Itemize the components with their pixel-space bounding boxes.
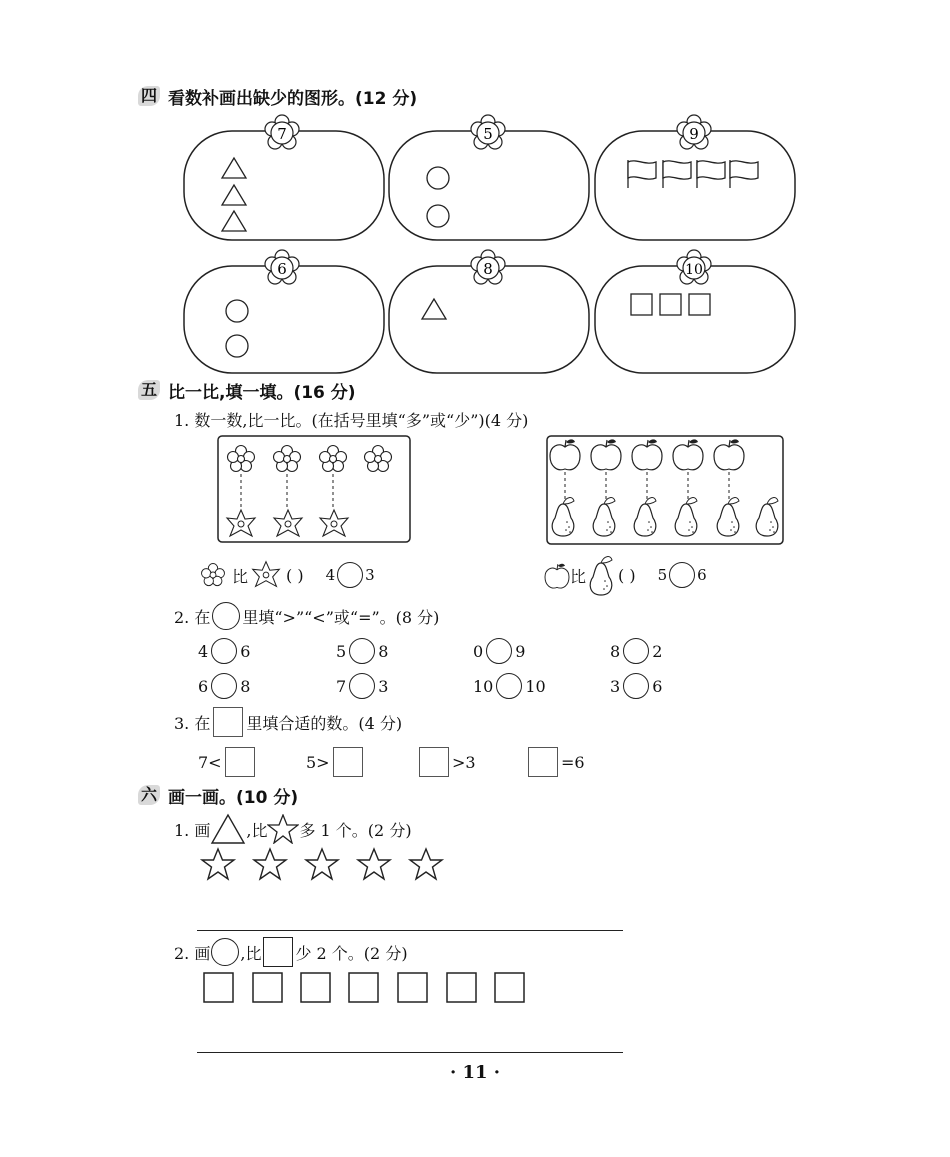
- pear-icon: [675, 498, 697, 536]
- triangle-icon: [222, 185, 246, 205]
- pear-icon: [717, 498, 739, 536]
- answer-circle[interactable]: [337, 562, 363, 588]
- apple-icon: [673, 439, 703, 469]
- square-icon: [213, 707, 243, 737]
- page-number: · 11 ·: [449, 1062, 501, 1083]
- q6-1-prompt: [174, 812, 412, 846]
- triangle-icon: [222, 211, 246, 231]
- q5-1-right-compare: [544, 553, 707, 597]
- star-icon: [267, 814, 299, 844]
- leaf-flower-icon: [320, 510, 348, 536]
- flower-icon: [196, 562, 232, 588]
- star-icon: [410, 849, 442, 879]
- triangle-icon: [222, 158, 246, 178]
- panel-9: [595, 115, 795, 240]
- square-icon: [631, 294, 652, 315]
- circle-icon: [211, 938, 239, 966]
- cmp-a: 7: [336, 676, 347, 696]
- answer-circle[interactable]: [623, 673, 649, 699]
- cmp-a: 0: [473, 641, 484, 661]
- leaf-flower-icon: [248, 560, 284, 590]
- cmp-b: 6: [652, 676, 663, 696]
- q5-2-item: [336, 673, 388, 699]
- flag-icon: [663, 160, 691, 188]
- q5-3-item: [306, 747, 366, 777]
- compare-word: 比: [570, 566, 587, 586]
- answer-box[interactable]: [419, 747, 449, 777]
- panel-6: [184, 250, 384, 373]
- answer-box[interactable]: [528, 747, 558, 777]
- q6-2-post: 少 2 个。(2 分): [295, 943, 408, 963]
- star-icon: [358, 849, 390, 879]
- q5-2-prompt-pre: 2. 在: [174, 607, 211, 627]
- q5-1-left-compare: [196, 560, 375, 590]
- q5-2-item: [473, 673, 546, 699]
- q5-2-item: [198, 638, 250, 664]
- answer-line-2[interactable]: [197, 1052, 623, 1053]
- section-4-panels: [0, 0, 950, 400]
- section-6-heading: [138, 783, 298, 807]
- cmp-b: 8: [378, 641, 389, 661]
- q5-3-prompt-pre: 3. 在: [174, 713, 211, 733]
- panel-8-number: 8: [483, 260, 493, 278]
- compare-a: 5: [657, 566, 668, 584]
- cmp-a: 3: [610, 676, 621, 696]
- q6-1-post: 多 1 个。(2 分): [299, 820, 412, 840]
- cmp-b: 2: [652, 641, 663, 661]
- flag-icon: [628, 160, 656, 188]
- panel-5: [389, 115, 589, 240]
- section-5-heading: [138, 378, 356, 402]
- q5-2-prompt: [174, 601, 439, 631]
- answer-circle[interactable]: [623, 638, 649, 664]
- circle-icon: [226, 335, 248, 357]
- answer-circle[interactable]: [349, 673, 375, 699]
- square-icon: [495, 973, 524, 1002]
- panel-10-number: 10: [685, 262, 703, 278]
- triangle-icon: [210, 813, 246, 845]
- cmp-b: 9: [515, 641, 526, 661]
- panel-7: [184, 115, 384, 240]
- answer-box[interactable]: [225, 747, 255, 777]
- flower-icon: [228, 446, 255, 472]
- square-icon: [349, 973, 378, 1002]
- q6-1-pre: 1. 画: [174, 820, 211, 840]
- q5-3-item: [525, 747, 585, 777]
- flower-icon: [320, 446, 347, 472]
- section-6-badge: 六: [138, 785, 160, 805]
- answer-box[interactable]: [333, 747, 363, 777]
- flower-icon: [365, 446, 392, 472]
- q5-3-item: [198, 747, 258, 777]
- cmp-b: 3: [378, 676, 389, 696]
- panel-6-number: 6: [277, 260, 287, 278]
- compare-b: 6: [697, 566, 707, 584]
- answer-circle[interactable]: [496, 673, 522, 699]
- square-icon: [253, 973, 282, 1002]
- flag-icon: [730, 160, 758, 188]
- cmp-a: 5: [336, 641, 347, 661]
- answer-blank[interactable]: ( ): [618, 565, 636, 585]
- section-5-title: 比一比,填一填。(16 分): [168, 382, 356, 403]
- q5-3-left: 7<: [198, 752, 222, 772]
- cmp-a: 8: [610, 641, 621, 661]
- answer-circle[interactable]: [486, 638, 512, 664]
- section-4-badge: 四: [138, 86, 160, 106]
- q6-2-mid: ,比: [240, 943, 262, 963]
- compare-a: 4: [325, 566, 336, 584]
- q5-2-item: [473, 638, 525, 664]
- leaf-flower-icon: [227, 510, 255, 536]
- panel-9-number: 9: [689, 125, 699, 143]
- square-icon: [204, 973, 233, 1002]
- cmp-a: 6: [198, 676, 209, 696]
- panel-5-number: 5: [483, 125, 493, 143]
- cmp-a: 10: [473, 676, 494, 696]
- answer-circle[interactable]: [211, 673, 237, 699]
- section-6-title: 画一画。(10 分): [168, 787, 299, 808]
- section-5-badge: 五: [138, 380, 160, 400]
- leaf-flower-icon: [274, 510, 302, 536]
- q5-3-item: [416, 747, 476, 777]
- q5-1-prompt: 1. 数一数,比一比。(在括号里填“多”或“少”)(4 分): [174, 411, 529, 430]
- q6-1-stars: [196, 846, 456, 886]
- square-icon: [263, 937, 293, 967]
- q6-1-mid: ,比: [246, 820, 268, 840]
- triangle-icon: [422, 299, 446, 319]
- apple-icon: [591, 439, 621, 469]
- flag-icon: [697, 160, 725, 188]
- circle-icon: [427, 167, 449, 189]
- answer-circle[interactable]: [211, 638, 237, 664]
- pear-icon: [756, 498, 778, 536]
- compare-word: 比: [232, 566, 249, 586]
- square-icon: [447, 973, 476, 1002]
- apple-icon: [550, 439, 580, 469]
- q5-2-item: [336, 638, 388, 664]
- q5-3-right: =6: [561, 752, 585, 772]
- q5-2-item: [610, 673, 662, 699]
- compare-b: 3: [365, 566, 375, 584]
- square-icon: [398, 973, 427, 1002]
- cmp-b: 6: [240, 641, 251, 661]
- apple-icon: [714, 439, 744, 469]
- apple-icon: [632, 439, 662, 469]
- circle-icon: [212, 602, 240, 630]
- q6-2-pre: 2. 画: [174, 943, 211, 963]
- square-icon: [689, 294, 710, 315]
- answer-circle[interactable]: [349, 638, 375, 664]
- q5-2-item: [198, 673, 250, 699]
- q5-3-prompt-post: 里填合适的数。(4 分): [246, 713, 403, 733]
- pear-icon: [586, 553, 616, 597]
- pear-icon: [593, 498, 615, 536]
- star-icon: [306, 849, 338, 879]
- panel-10: [595, 250, 795, 373]
- cmp-a: 4: [198, 641, 209, 661]
- q5-2-prompt-post: 里填“>”“<”或“=”。(8 分): [242, 607, 440, 627]
- q5-3-right: >3: [452, 752, 476, 772]
- section-4-title: 看数补画出缺少的图形。(12 分): [168, 88, 418, 109]
- q5-3-prompt: [174, 706, 402, 738]
- cmp-b: 8: [240, 676, 251, 696]
- q5-3-left: 5>: [306, 752, 330, 772]
- star-icon: [202, 849, 234, 879]
- q6-2-squares: [200, 970, 530, 1006]
- apple-icon: [544, 560, 570, 590]
- square-icon: [660, 294, 681, 315]
- panel-7-number: 7: [277, 125, 287, 143]
- square-icon: [301, 973, 330, 1002]
- answer-line-1[interactable]: [197, 930, 623, 931]
- circle-icon: [226, 300, 248, 322]
- answer-blank[interactable]: ( ): [286, 565, 304, 585]
- panel-8: [389, 250, 589, 373]
- star-icon: [254, 849, 286, 879]
- q6-2-prompt: [174, 935, 408, 969]
- answer-circle[interactable]: [669, 562, 695, 588]
- pear-icon: [634, 498, 656, 536]
- cmp-b: 10: [525, 676, 546, 696]
- circle-icon: [427, 205, 449, 227]
- pear-icon: [552, 498, 574, 536]
- q5-2-item: [610, 638, 662, 664]
- flower-icon: [274, 446, 301, 472]
